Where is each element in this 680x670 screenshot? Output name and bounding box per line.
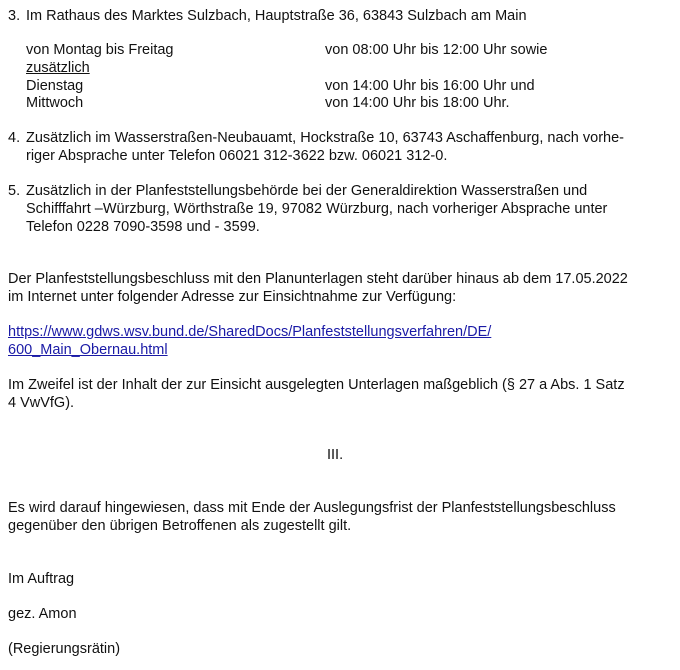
item-4-line-2: riger Absprache unter Telefon 06021 312-3622 bzw. 06021 312-0. — [26, 148, 448, 164]
signature-on-behalf: Im Auftrag — [8, 571, 75, 587]
item-4-line-1: Zusätzlich im Wasserstraßen-Neubauamt, Hockstraße 10, 63743 Aschaffenburg, nach vorhe- — [26, 130, 625, 146]
list-number-3: 3. — [8, 8, 21, 24]
notice-paragraph-line-1: Es wird darauf hingewiesen, dass mit Ende der Auslegungsfrist der Planfeststellungsbeschluss — [8, 500, 616, 516]
internet-paragraph-line-1: Der Planfeststellungsbeschluss mit den Planunterlagen steht darüber hinaus ab dem 17.05.2022 — [8, 271, 628, 287]
documents-link-line-2[interactable]: 600_Main_Obernau.html — [8, 342, 168, 358]
hours-day-tuesday: Dienstag — [26, 78, 84, 94]
notice-paragraph-line-2: gegenüber den übrigen Betroffenen als zugestellt gilt. — [8, 518, 352, 534]
hours-time-wednesday: von 14:00 Uhr bis 18:00 Uhr. — [325, 95, 510, 111]
section-heading: III. — [327, 447, 344, 463]
item-5-line-3: Telefon 0228 7090-3598 und - 3599. — [26, 219, 260, 235]
item-3-text: Im Rathaus des Marktes Sulzbach, Hauptstraße 36, 63843 Sulzbach am Main — [26, 8, 527, 24]
item-5-line-2: Schifffahrt –Würzburg, Wörthstraße 19, 97082 Würzburg, nach vorheriger Absprache unter — [26, 201, 608, 217]
hours-day-1: von Montag bis Freitag — [26, 42, 174, 58]
item-5-line-1: Zusätzlich in der Planfeststellungsbehörde bei der Generaldirektion Wasserstraßen und — [26, 183, 588, 199]
doubt-paragraph-line-2: 4 VwVfG). — [8, 395, 75, 411]
hours-day-additional: zusätzlich — [26, 60, 90, 76]
signature-name: gez. Amon — [8, 606, 77, 622]
hours-time-tuesday: von 14:00 Uhr bis 16:00 Uhr und — [325, 78, 535, 94]
list-number-5: 5. — [8, 183, 21, 199]
hours-day-wednesday: Mittwoch — [26, 95, 84, 111]
internet-paragraph-line-2: im Internet unter folgender Adresse zur Einsichtnahme zur Verfügung: — [8, 289, 457, 305]
signature-title: (Regierungsrätin) — [8, 641, 121, 657]
documents-link-line-1[interactable]: https://www.gdws.wsv.bund.de/SharedDocs/Planfeststellungsverfahren/DE/ — [8, 324, 492, 340]
doubt-paragraph-line-1: Im Zweifel ist der Inhalt der zur Einsicht ausgelegten Unterlagen maßgeblich (§ 27 a Abs. 1 Satz — [8, 377, 625, 393]
list-number-4: 4. — [8, 130, 21, 146]
hours-time-1: von 08:00 Uhr bis 12:00 Uhr sowie — [325, 42, 548, 58]
